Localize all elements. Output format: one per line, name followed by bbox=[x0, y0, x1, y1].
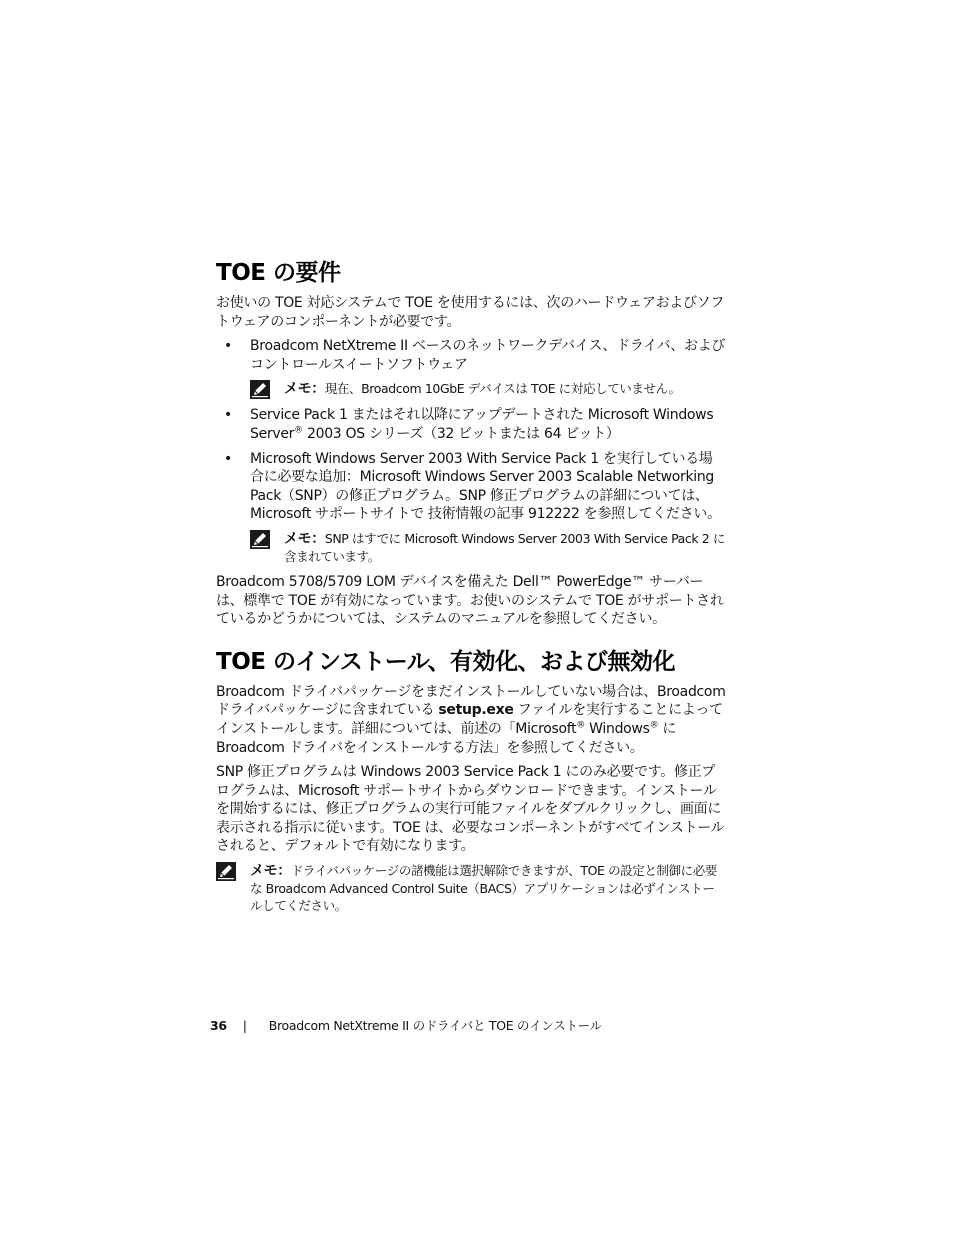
list-item bbox=[216, 337, 726, 374]
note-label: メモ： bbox=[250, 863, 291, 880]
pencil-note-icon bbox=[250, 530, 270, 549]
note bbox=[250, 380, 726, 398]
paragraph-text: ファイルを実行することによってインストールします。詳細については、前述の「Microsoft bbox=[216, 702, 723, 737]
list-item bbox=[216, 406, 726, 443]
snp-paragraph: SNP 修正プログラムは Windows 2003 Service Pack 1 にのみ必要です。修正プログラムは、Microsoft サポートサイトからダウンロードできます。インストールを開始するには、修正プログラムの実行可能ファイルをダブルクリックし、画面に表示される指示に従います。TOE は、必要なコンポーネントがすべてインストールされると、デフォルトで有効になります。 bbox=[216, 764, 725, 855]
list-item-text: Microsoft Windows Server 2003 With Service Pack 1 を実行している場合に必要な追加：Microsoft Windows Server 2003 Scalable Networking Pack（SNP）の修正プログラム。SNP 修正プログラムの詳細については、Microsoft サポートサイトで 技術情報の記事 912222 を参照してください。 bbox=[250, 450, 721, 523]
section-heading-install-enable-disable: TOE のインストール、有効化、および無効化 bbox=[216, 648, 675, 675]
footer-separator: | bbox=[242, 1018, 247, 1033]
list-item-text: Service Pack 1 またはそれ以降にアップデートされた Microsoft Windows Server bbox=[250, 407, 714, 442]
intro-paragraph: お使いの TOE 対応システムで TOE を使用するには、次のハードウェアおよびソフトウェアのコンポーネントが必要です。 bbox=[216, 295, 725, 330]
footer-title: Broadcom NetXtreme II のドライバと TOE のインストール bbox=[268, 1018, 602, 1033]
note-label: メモ： bbox=[284, 530, 325, 547]
note-text: SNP はすでに Microsoft Windows Server 2003 With Service Pack 2 に含まれています。 bbox=[284, 530, 726, 564]
list-item-text: Broadcom NetXtreme II ベースのネットワークデバイス、ドライバ、およびコントロールスイートソフトウェア bbox=[250, 338, 726, 373]
bullet-dot: • bbox=[224, 450, 232, 467]
note-text: ドライバパッケージの諸機能は選択解除できますが、TOE の設定と制御に必要な Broadcom Advanced Control Suite（BACS）アプリケーションは必ずインストールしてください。 bbox=[250, 863, 717, 914]
install-paragraph bbox=[216, 683, 726, 757]
note bbox=[216, 862, 726, 914]
paragraph-text: Broadcom ドライバパッケージをまだインストールしていない場合は、Broadcom ドライバパッケージに含まれている bbox=[216, 683, 726, 719]
requirements-list bbox=[216, 406, 726, 524]
paragraph-text: Windows bbox=[585, 720, 650, 737]
note-label: メモ： bbox=[284, 381, 325, 398]
section-heading-toe-requirements: TOE の要件 bbox=[216, 260, 341, 286]
page-number: 36 bbox=[210, 1018, 227, 1033]
registered-mark: ® bbox=[649, 720, 659, 731]
list-item-text: 2003 OS シリーズ（32 ビットまたは 64 ビット） bbox=[302, 425, 620, 442]
registered-mark: ® bbox=[576, 720, 586, 731]
bullet-dot: • bbox=[224, 407, 232, 424]
page-content bbox=[216, 258, 726, 922]
bullet-dot: • bbox=[224, 338, 232, 355]
note-text: 現在、Broadcom 10GbE デバイスは TOE に対応していません。 bbox=[324, 381, 681, 397]
note bbox=[250, 530, 726, 565]
page-footer bbox=[210, 1017, 602, 1035]
paragraph-text: に Broadcom ドライバをインストールする方法」を参照してください。 bbox=[216, 720, 677, 756]
closing-paragraph: Broadcom 5708/5709 LOM デバイスを備えた Dell™ PowerEdge™ サーバーは、標準で TOE が有効になっています。お使いのシステムで TOE がサポートされているかどうかについては、システムのマニュアルを参照してください。 bbox=[216, 573, 724, 628]
pencil-note-icon bbox=[250, 380, 270, 399]
registered-mark: ® bbox=[294, 425, 303, 436]
requirements-list bbox=[216, 337, 726, 374]
setup-file-name: setup.exe bbox=[438, 702, 514, 719]
pencil-note-icon bbox=[216, 862, 236, 881]
list-item bbox=[216, 450, 726, 524]
